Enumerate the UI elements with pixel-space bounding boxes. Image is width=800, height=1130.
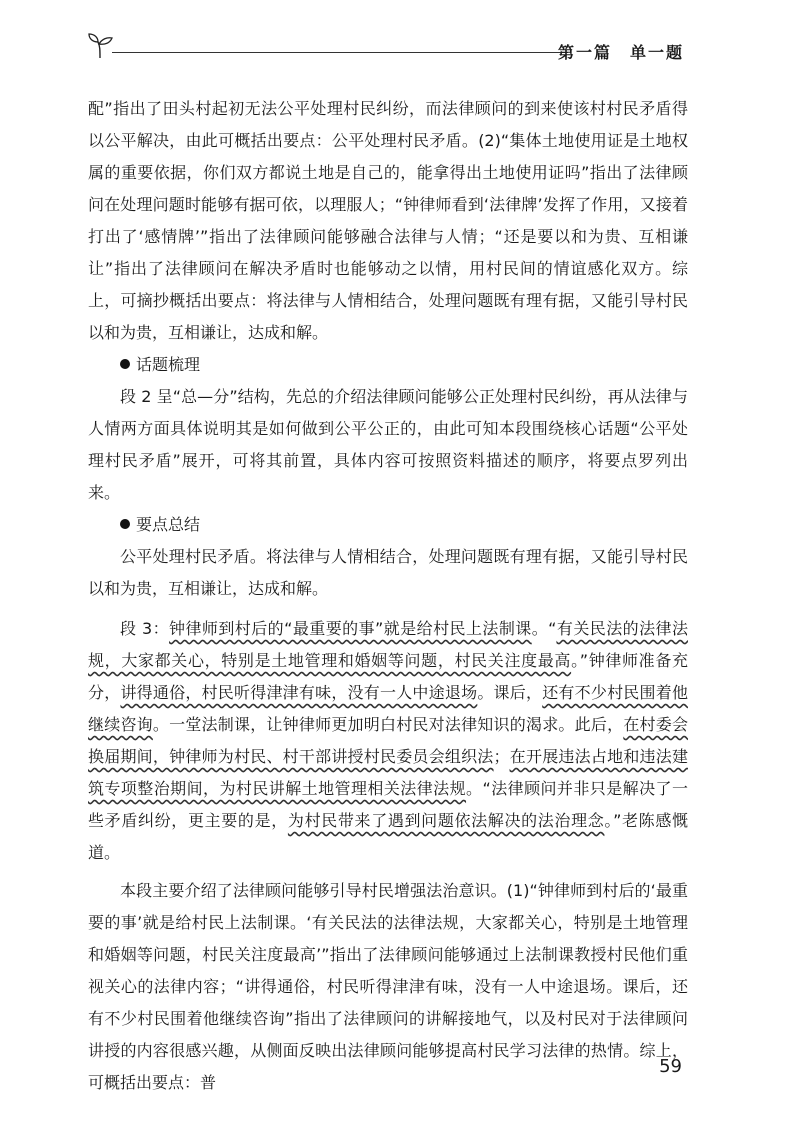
underlined-phrase: 还有不少村民围着他继续咨询: [88, 683, 688, 734]
text-segment: 。“法律顾问并非只是解决了一些矛盾纠纷，更主要的是，: [88, 779, 688, 830]
summary-title: 要点总结: [136, 515, 201, 534]
chapter-title: 第一篇 单一题: [557, 43, 684, 62]
underlined-phrase: 钟律师到村后的“最重要的事”就是给村民上法制课: [169, 619, 532, 638]
text-segment: 。一堂法制课，让钟律师更加明白村民对法律知识的渴求。此后，: [152, 715, 624, 734]
text-segment: 。”钟律师准备充分，: [88, 651, 688, 702]
underlined-phrase: 有关民法的法律法规，大家都关心，特别是土地管理和婚姻等问题，村民关注度最高: [88, 619, 688, 670]
paragraph-5: 本段主要介绍了法律顾问能够引导村民增强法治意识。(1)“钟律师到村后的‘最重要的事’就是给村民上法制课。‘有关民法的法律法规，大家都关心，特别是土地管理和婚姻等问题，村民关注度最高’”指出了法律顾问能够通过上法制课教授村民他们重视关心的法律内容；“讲得通俗，村民听得津津有味，没有一人中途退场。课后，还有不少村民围着他继续咨询”指出了法律顾问的讲解接地气，以及村民对于法律顾问讲授的内容很感兴趣，从侧面反映出法律顾问能够提高村民学习法律的热情。综上，可概括出要点：普: [88, 881, 688, 1092]
sprout-icon: [86, 30, 120, 64]
header-rule: [112, 52, 568, 53]
topic-title: 话题梳理: [136, 355, 201, 374]
text-segment: 段 3：: [120, 619, 170, 638]
text-segment: 。“: [531, 619, 557, 638]
underlined-phrase: 在村委会换届期间，钟律师为村民、村干部讲授村民委员会组织法: [88, 715, 688, 766]
bullet-icon: [120, 519, 130, 529]
underlined-phrase: 在开展违法占地和违法建筑专项整治期间，为村民讲解土地管理相关法律法规: [88, 747, 688, 798]
underlined-phrase: 为村民带来了遇到问题依法解决的法治理念: [287, 811, 605, 830]
paragraph-2: 段 2 呈“总—分”结构，先总的介绍法律顾问能够公正处理村民纠纷，再从法律与人情两方面具体说明其是如何做到公平公正的，由此可知本段围绕核心话题“公平处理村民矛盾”展开，可将其前置，具体内容可按照资料描述的顺序，将要点罗列出来。: [88, 387, 688, 502]
topic-heading: [88, 349, 688, 381]
page-header: [86, 30, 706, 70]
page-number: 59: [659, 1056, 682, 1077]
paragraph-1: 配”指出了田头村起初无法公平处理村民纠纷，而法律顾问的到来使该村村民矛盾得以公平解决，由此可概括出要点：公平处理村民矛盾。(2)“集体土地使用证是土地权属的重要依据，你们双方都说土地是自己的，能拿得出土地使用证吗”指出了法律顾问在处理问题时能够有据可依，以理服人；“钟律师看到‘法律牌’发挥了作用，又接着打出了‘感情牌’”指出了法律顾问能够融合法律与人情；“还是要以和为贵、互相谦让”指出了法律顾问在解决矛盾时也能够动之以情，用村民间的情谊感化双方。综上，可摘抄概括出要点：将法律与人情相结合，处理问题既有理有据，又能引导村民以和为贵，互相谦让，达成和解。: [88, 99, 688, 342]
underlined-phrase: 讲得通俗，村民听得津津有味，没有一人中途退场: [120, 683, 478, 702]
summary-heading: [88, 509, 688, 541]
text-segment: ；: [493, 747, 510, 766]
paragraph-4: [88, 613, 688, 869]
page-content: [88, 93, 688, 1099]
text-segment: 。课后，: [477, 683, 543, 702]
paragraph-3: 公平处理村民矛盾。将法律与人情相结合，处理问题既有理有据，又能引导村民以和为贵，互相谦让，达成和解。: [88, 547, 688, 598]
bullet-icon: [120, 359, 130, 369]
text-segment: 。”老陈感慨道。: [88, 811, 688, 862]
